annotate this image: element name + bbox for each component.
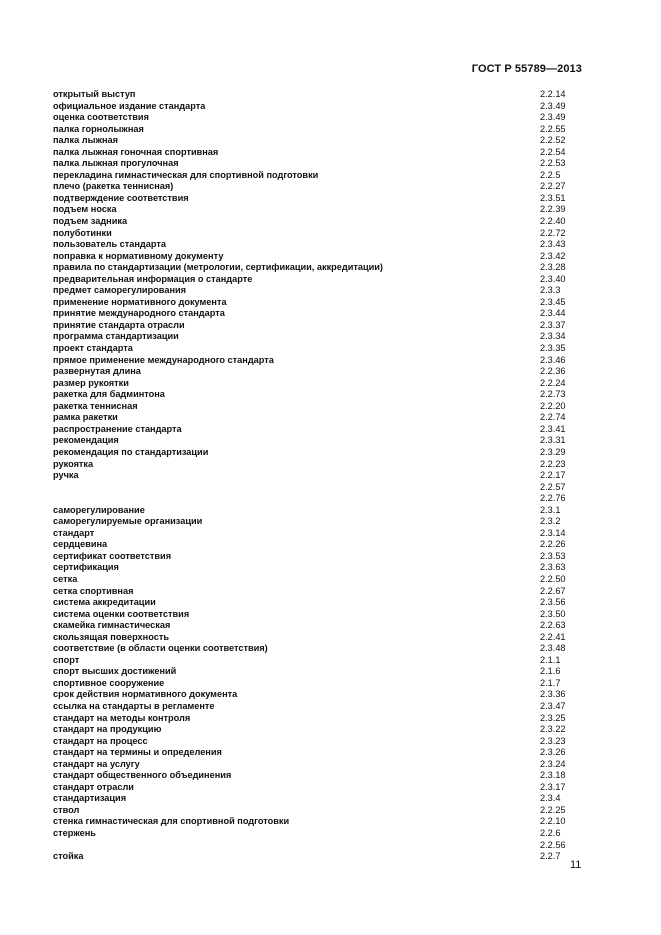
- index-ref: 2.3.49: [540, 112, 566, 123]
- index-term: сертификация: [53, 562, 119, 573]
- index-term: срок действия нормативного документа: [53, 689, 238, 700]
- index-row: [53, 782, 583, 794]
- index-ref: 2.3.35: [540, 343, 566, 354]
- index-ref: 2.3.24: [540, 758, 566, 769]
- index-ref: 2.3.37: [540, 319, 566, 330]
- index-term: сетка: [53, 573, 78, 584]
- index-ref: 2.2.52: [540, 135, 566, 146]
- index-row: [53, 574, 583, 586]
- index-term: стенка гимнастическая для спортивной подготовки: [53, 816, 290, 827]
- index-row: [53, 470, 583, 482]
- index-ref: 2.3.56: [540, 597, 566, 608]
- index-ref: 2.3.47: [540, 700, 566, 711]
- index-term: подтверждение соответствия: [53, 192, 189, 203]
- index-ref: 2.2.6: [540, 828, 561, 838]
- index-term: спорт высших достижений: [53, 666, 177, 677]
- index-term: палка лыжная: [53, 135, 118, 146]
- index-ref: 2.3.17: [540, 781, 566, 792]
- index-ref: 2.3.41: [540, 423, 566, 434]
- index-ref: 2.3.3: [540, 285, 561, 296]
- index-ref: 2.3.43: [540, 239, 566, 250]
- index-ref: 2.2.57: [540, 481, 566, 492]
- index-ref: 2.3.51: [540, 192, 566, 203]
- index-ref: 2.3.50: [540, 608, 566, 619]
- index-term: стандарт: [53, 527, 95, 538]
- index-row: [53, 435, 583, 447]
- index-row: [53, 701, 583, 713]
- index-term: перекладина гимнастическая для спортивной подготовки: [53, 169, 319, 180]
- index-term: подъем задника: [53, 216, 128, 227]
- index-term: программа стандартизации: [53, 331, 179, 342]
- index-row: [53, 609, 583, 621]
- index-row: [53, 204, 583, 216]
- index-row: [53, 320, 583, 332]
- index-row: [53, 516, 583, 528]
- index-term: палка горнолыжная: [53, 123, 144, 134]
- index-ref: 2.2.53: [540, 158, 566, 169]
- index-row: [53, 101, 583, 113]
- index-ref: 2.3.45: [540, 296, 566, 307]
- index-ref: 2.3.28: [540, 262, 566, 273]
- index-ref: 2.2.41: [540, 631, 566, 642]
- index-ref: 2.3.44: [540, 308, 566, 319]
- index-ref: 2.3.29: [540, 446, 566, 457]
- index-row: [53, 378, 583, 390]
- index-row: [53, 539, 583, 551]
- index-ref: 2.2.50: [540, 573, 566, 584]
- index-ref: 2.2.54: [540, 146, 566, 157]
- index-term: сердцевина: [53, 539, 108, 550]
- index-ref: 2.2.24: [540, 377, 566, 388]
- index-term: размер рукоятки: [53, 377, 129, 388]
- index-term: соответствие (в области оценки соответствия): [53, 643, 268, 654]
- index-ref: 2.3.18: [540, 770, 566, 781]
- index-ref: 2.3.31: [540, 435, 566, 446]
- index-row: [53, 493, 583, 505]
- index-term: спортивное сооружение: [53, 677, 165, 688]
- document-header: ГОСТ Р 55789—2013: [471, 63, 582, 75]
- index-row: [53, 632, 583, 644]
- index-row: [53, 678, 583, 690]
- index-term: распространение стандарта: [53, 423, 182, 434]
- index-term: проект стандарта: [53, 343, 133, 354]
- index-ref: 2.2.17: [540, 470, 566, 481]
- index-term: система оценки соответствия: [53, 608, 190, 619]
- index-ref: 2.3.4: [540, 793, 561, 804]
- index-term: скользящая поверхность: [53, 631, 169, 642]
- index-ref: 2.2.20: [540, 400, 566, 411]
- index-ref: 2.3.46: [540, 354, 566, 365]
- index-term: палка лыжная прогулочная: [53, 158, 179, 169]
- index-ref: 2.3.34: [540, 331, 566, 342]
- index-row: [53, 239, 583, 251]
- index-row: [53, 770, 583, 782]
- index-ref: 2.2.73: [540, 389, 566, 400]
- index-ref: 2.2.72: [540, 227, 566, 238]
- index-row: [53, 343, 583, 355]
- index-row: [53, 447, 583, 459]
- index-term: палка лыжная гоночная спортивная: [53, 146, 219, 157]
- index-row: [53, 170, 583, 182]
- index-ref: 2.1.7: [540, 677, 561, 688]
- index-row: [53, 759, 583, 771]
- index-term: стандарт отрасли: [53, 781, 134, 792]
- index-ref: 2.2.36: [540, 366, 566, 377]
- index-ref: 2.1.6: [540, 666, 561, 677]
- index-row: [53, 251, 583, 263]
- index-row: [53, 643, 583, 655]
- index-row: [53, 216, 583, 228]
- index-term: стандарт общественного объединения: [53, 770, 232, 781]
- index-row: [53, 747, 583, 759]
- index-term: стандарт на методы контроля: [53, 712, 191, 723]
- index-ref: 2.3.48: [540, 643, 566, 654]
- index-row: [53, 597, 583, 609]
- index-term: саморегулируемые организации: [53, 516, 203, 527]
- index-term: поправка к нормативному документу: [53, 250, 224, 261]
- index-row: [53, 355, 583, 367]
- index-row: [53, 112, 583, 124]
- index-row: [53, 228, 583, 240]
- index-ref: 2.2.39: [540, 204, 566, 215]
- index-term: принятие стандарта отрасли: [53, 319, 185, 330]
- index-row: [53, 274, 583, 286]
- index-ref: 2.2.63: [540, 620, 566, 631]
- index-ref: 2.2.27: [540, 181, 566, 192]
- index-term: предмет саморегулирования: [53, 285, 186, 296]
- index-row: [53, 586, 583, 598]
- index-row: [53, 181, 583, 193]
- index-term: оценка соответствия: [53, 112, 149, 123]
- index-row: [53, 713, 583, 725]
- index-row: [53, 424, 583, 436]
- index-term: плечо (ракетка теннисная): [53, 181, 174, 192]
- index-term: сертификат соответствия: [53, 550, 172, 561]
- index-ref: 2.2.23: [540, 458, 566, 469]
- index-ref: 2.2.67: [540, 585, 566, 596]
- index-ref: 2.2.55: [540, 123, 566, 134]
- index-term: рукоятка: [53, 458, 94, 469]
- index-row: [53, 482, 583, 494]
- index-ref: 2.3.14: [540, 527, 566, 538]
- index-term: стойка: [53, 851, 84, 862]
- index-ref: 2.3.49: [540, 100, 566, 111]
- index-row: [53, 389, 583, 401]
- index-term: прямое применение международного стандарта: [53, 354, 274, 365]
- index-ref: 2.3.25: [540, 712, 566, 723]
- index-ref: 2.3.42: [540, 250, 566, 261]
- index-row: [53, 262, 583, 274]
- index-term: стандарт на услугу: [53, 758, 140, 769]
- index-row: [53, 793, 583, 805]
- index-row: [53, 285, 583, 297]
- index-term: спорт: [53, 654, 80, 665]
- index-ref: 2.2.56: [540, 839, 566, 850]
- index-term: ракетка теннисная: [53, 400, 138, 411]
- index-term: стандарт на термины и определения: [53, 747, 222, 758]
- index-row: [53, 840, 583, 852]
- index-term: саморегулирование: [53, 504, 145, 515]
- index-row: [53, 124, 583, 136]
- index-row: [53, 193, 583, 205]
- index-row: [53, 331, 583, 343]
- index-ref: 2.2.5: [540, 169, 561, 180]
- index-term: полуботинки: [53, 227, 112, 238]
- index-row: [53, 620, 583, 632]
- index-ref: 2.2.40: [540, 216, 566, 227]
- index-term: подъем носка: [53, 204, 117, 215]
- index-row: [53, 551, 583, 563]
- index-term: рекомендация по стандартизации: [53, 446, 209, 457]
- index-ref: 2.3.23: [540, 735, 566, 746]
- index-term: ручка: [53, 470, 79, 481]
- index-row: [53, 724, 583, 736]
- index-term: применение нормативного документа: [53, 296, 227, 307]
- index-term: пользователь стандарта: [53, 239, 166, 250]
- index-term: правила по стандартизации (метрологии, сертификации, аккредитации): [53, 262, 383, 273]
- index-ref: 2.3.1: [540, 504, 561, 515]
- index-ref: 2.2.10: [540, 816, 566, 827]
- index-term: стандартизация: [53, 793, 127, 804]
- index-row: [53, 158, 583, 170]
- index-ref: 2.3.36: [540, 689, 566, 700]
- index-term: развернутая длина: [53, 366, 141, 377]
- index-term: принятие международного стандарта: [53, 308, 225, 319]
- index-row: [53, 666, 583, 678]
- index-ref: 2.2.25: [540, 804, 566, 815]
- index-row: [53, 135, 583, 147]
- index-row: [53, 401, 583, 413]
- index-term: стандарт на продукцию: [53, 724, 162, 735]
- index-term: ссылка на стандарты в регламенте: [53, 700, 215, 711]
- term-index: [53, 89, 583, 863]
- index-row: [53, 505, 583, 517]
- index-ref: 2.2.7: [540, 851, 561, 862]
- index-row: [53, 89, 583, 101]
- index-ref: 2.3.40: [540, 273, 566, 284]
- index-row: [53, 459, 583, 471]
- index-term: ствол: [53, 804, 80, 815]
- index-term: стандарт на процесс: [53, 735, 148, 746]
- index-ref: 2.2.76: [540, 493, 566, 504]
- index-term: рамка ракетки: [53, 412, 118, 423]
- index-ref: 2.1.1: [540, 654, 561, 665]
- index-ref: 2.2.26: [540, 539, 566, 550]
- index-row: [53, 805, 583, 817]
- index-row: [53, 851, 583, 863]
- index-row: [53, 528, 583, 540]
- index-row: [53, 412, 583, 424]
- index-ref: 2.3.26: [540, 747, 566, 758]
- index-row: [53, 689, 583, 701]
- index-row: [53, 308, 583, 320]
- index-ref: 2.3.22: [540, 724, 566, 735]
- index-term: система аккредитации: [53, 597, 156, 608]
- index-row: [53, 655, 583, 667]
- index-ref: 2.2.74: [540, 412, 566, 423]
- index-term: скамейка гимнастическая: [53, 620, 171, 631]
- page-number: 11: [570, 859, 582, 871]
- index-row: [53, 562, 583, 574]
- index-ref: 2.2.14: [540, 89, 566, 99]
- index-row: [53, 297, 583, 309]
- index-ref: 2.3.2: [540, 516, 561, 527]
- index-row: [53, 736, 583, 748]
- index-row: [53, 816, 583, 828]
- index-term: рекомендация: [53, 435, 119, 446]
- index-term: сетка спортивная: [53, 585, 134, 596]
- index-term: открытый выступ: [53, 89, 136, 99]
- index-term: официальное издание стандарта: [53, 100, 206, 111]
- index-term: ракетка для бадминтона: [53, 389, 165, 400]
- index-row: [53, 147, 583, 159]
- index-ref: 2.3.53: [540, 550, 566, 561]
- index-term: стержень: [53, 828, 96, 838]
- index-row: [53, 366, 583, 378]
- index-ref: 2.3.63: [540, 562, 566, 573]
- index-term: предварительная информация о стандарте: [53, 273, 253, 284]
- index-row: [53, 828, 583, 840]
